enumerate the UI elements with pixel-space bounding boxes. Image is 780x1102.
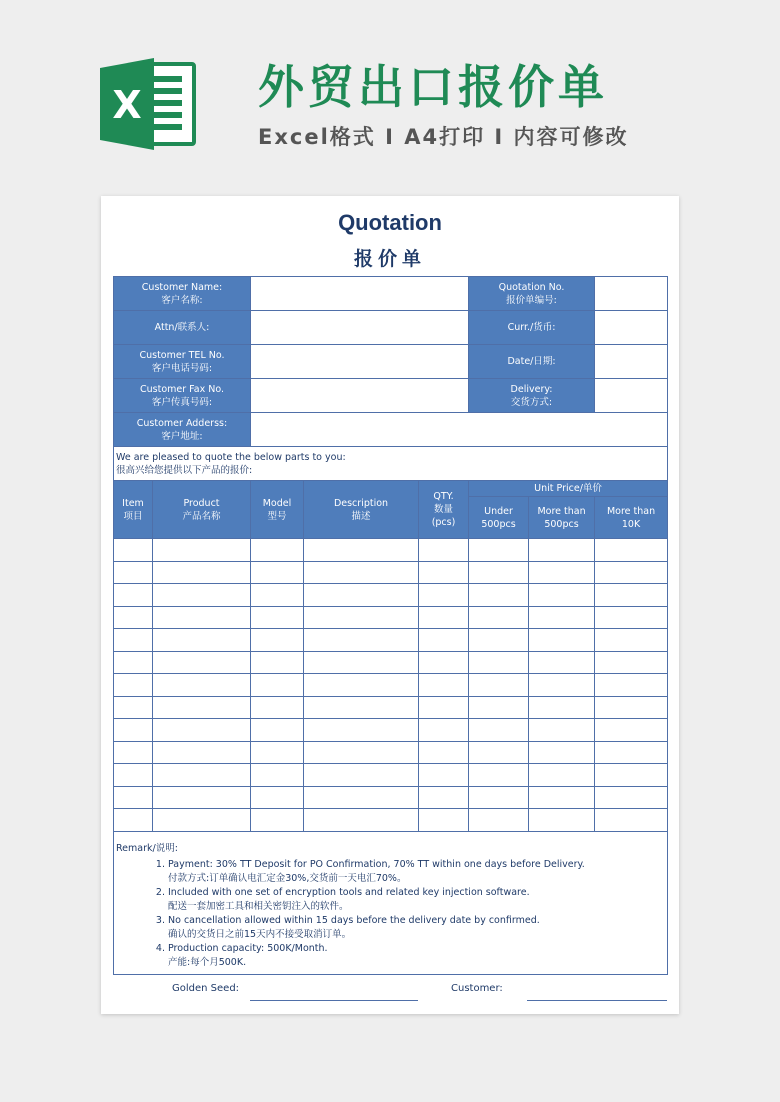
table-cell[interactable] (114, 561, 153, 584)
table-cell[interactable] (251, 764, 304, 787)
remarks-row (114, 831, 668, 974)
quotation-no-field[interactable] (595, 277, 668, 311)
table-cell[interactable] (251, 561, 304, 584)
table-cell[interactable] (529, 719, 595, 742)
table-cell[interactable] (469, 809, 529, 832)
table-cell[interactable] (114, 764, 153, 787)
table-row (114, 584, 668, 607)
table-cell[interactable] (304, 764, 419, 787)
table-cell[interactable] (595, 629, 668, 652)
remark-item: 4. Production capacity: 500K/Month. 产能:每个月500K. (168, 942, 667, 970)
table-cell[interactable] (153, 786, 251, 809)
table-cell[interactable] (153, 539, 251, 562)
quotation-sheet (101, 196, 679, 1014)
table-row (114, 606, 668, 629)
table-cell[interactable] (114, 584, 153, 607)
table-row (114, 629, 668, 652)
table-cell[interactable] (153, 719, 251, 742)
remarks-list (116, 858, 667, 970)
golden-seed-signature-label: Golden Seed: (172, 983, 240, 994)
table-cell[interactable] (529, 696, 595, 719)
table-row (114, 809, 668, 832)
table-row (114, 651, 668, 674)
table-cell[interactable] (469, 741, 529, 764)
table-cell[interactable] (304, 719, 419, 742)
table-cell[interactable] (114, 809, 153, 832)
tel-field[interactable] (251, 345, 469, 379)
table-row (114, 561, 668, 584)
table-cell[interactable] (251, 719, 304, 742)
customer-name-label: Customer Name: 客户名称: (114, 277, 251, 311)
table-cell[interactable] (153, 584, 251, 607)
table-cell[interactable] (529, 651, 595, 674)
table-cell[interactable] (419, 539, 469, 562)
excel-logo-icon (100, 58, 198, 150)
table-cell[interactable] (114, 719, 153, 742)
table-cell[interactable] (153, 651, 251, 674)
fax-label: Customer Fax No. 客户传真号码: (114, 379, 251, 413)
table-cell[interactable] (304, 606, 419, 629)
table-cell[interactable] (419, 719, 469, 742)
table-cell[interactable] (595, 696, 668, 719)
remark-item: 1. Payment: 30% TT Deposit for PO Confirmation, 70% TT within one days before Delivery. 付款方式:订单确认电汇定金30%,交货前一天电汇70%。 (168, 858, 667, 886)
table-cell[interactable] (419, 741, 469, 764)
table-cell[interactable] (595, 539, 668, 562)
attn-field[interactable] (251, 311, 469, 345)
delivery-label: Delivery: 交货方式: (469, 379, 595, 413)
remarks-block (114, 831, 668, 974)
date-label: Date/日期: (469, 345, 595, 379)
table-cell[interactable] (469, 584, 529, 607)
table-cell[interactable] (529, 764, 595, 787)
table-cell[interactable] (595, 561, 668, 584)
table-cell[interactable] (251, 651, 304, 674)
intro-row (114, 447, 668, 481)
table-row (114, 741, 668, 764)
table-cell[interactable] (153, 629, 251, 652)
quotation-table (113, 276, 668, 975)
table-cell[interactable] (595, 764, 668, 787)
table-cell[interactable] (419, 629, 469, 652)
col-model-header: Model 型号 (251, 481, 304, 539)
info-row (114, 311, 668, 345)
table-cell[interactable] (595, 741, 668, 764)
table-cell[interactable] (469, 764, 529, 787)
table-cell[interactable] (529, 809, 595, 832)
col-item-header: Item 项目 (114, 481, 153, 539)
banner (0, 0, 780, 190)
table-cell[interactable] (419, 674, 469, 697)
table-cell[interactable] (469, 629, 529, 652)
info-row (114, 379, 668, 413)
table-cell[interactable] (114, 629, 153, 652)
info-row (114, 345, 668, 379)
info-row (114, 413, 668, 447)
table-cell[interactable] (469, 786, 529, 809)
address-field[interactable] (251, 413, 668, 447)
table-cell[interactable] (251, 539, 304, 562)
table-cell[interactable] (114, 696, 153, 719)
golden-seed-signature-line[interactable] (250, 1000, 418, 1001)
table-row (114, 539, 668, 562)
col-qty-header: QTY. 数量 (pcs) (419, 481, 469, 539)
table-cell[interactable] (251, 741, 304, 764)
col-description-header: Description 描述 (304, 481, 419, 539)
table-cell[interactable] (469, 696, 529, 719)
quotation-no-label: Quotation No. 报价单编号: (469, 277, 595, 311)
table-row (114, 719, 668, 742)
table-cell[interactable] (469, 561, 529, 584)
address-label: Customer Adderss: 客户地址: (114, 413, 251, 447)
table-cell[interactable] (304, 539, 419, 562)
info-row (114, 277, 668, 311)
date-field[interactable] (595, 345, 668, 379)
table-cell[interactable] (304, 786, 419, 809)
table-cell[interactable] (529, 584, 595, 607)
table-cell[interactable] (304, 741, 419, 764)
table-cell[interactable] (153, 696, 251, 719)
table-cell[interactable] (595, 719, 668, 742)
table-cell[interactable] (153, 674, 251, 697)
table-row (114, 786, 668, 809)
table-cell[interactable] (469, 674, 529, 697)
logo-letter: X (112, 83, 142, 127)
table-cell[interactable] (595, 674, 668, 697)
table-row (114, 696, 668, 719)
table-cell[interactable] (595, 584, 668, 607)
table-cell[interactable] (153, 764, 251, 787)
table-cell[interactable] (469, 606, 529, 629)
table-cell[interactable] (529, 539, 595, 562)
table-cell[interactable] (251, 674, 304, 697)
intro-text: We are pleased to quote the below parts to you: 很高兴给您提供以下产品的报价: (114, 447, 668, 481)
attn-label: Attn/联系人: (114, 311, 251, 345)
delivery-field[interactable] (595, 379, 668, 413)
table-cell[interactable] (251, 606, 304, 629)
table-cell[interactable] (469, 651, 529, 674)
table-cell[interactable] (419, 764, 469, 787)
table-cell[interactable] (114, 606, 153, 629)
table-cell[interactable] (153, 741, 251, 764)
banner-title: 外贸出口报价单 (258, 60, 608, 114)
tel-label: Customer TEL No. 客户电话号码: (114, 345, 251, 379)
col-unit-price-header: Unit Price/单价 (469, 481, 668, 497)
table-cell[interactable] (304, 674, 419, 697)
table-cell[interactable] (114, 786, 153, 809)
table-cell[interactable] (251, 629, 304, 652)
table-cell[interactable] (304, 561, 419, 584)
document-subtitle: 报价单 (353, 248, 426, 270)
table-cell[interactable] (304, 651, 419, 674)
table-cell[interactable] (529, 786, 595, 809)
document-title: Quotation (338, 210, 442, 235)
table-cell[interactable] (529, 606, 595, 629)
customer-name-field[interactable] (251, 277, 469, 311)
table-row (114, 764, 668, 787)
table-cell[interactable] (469, 719, 529, 742)
item-rows (114, 539, 668, 832)
table-cell[interactable] (114, 741, 153, 764)
table-cell[interactable] (304, 696, 419, 719)
table-cell[interactable] (419, 786, 469, 809)
table-cell[interactable] (469, 539, 529, 562)
table-cell[interactable] (251, 696, 304, 719)
customer-signature-label: Customer: (451, 983, 503, 994)
currency-field[interactable] (595, 311, 668, 345)
remarks-heading: Remark/说明: (116, 842, 178, 854)
table-cell[interactable] (419, 561, 469, 584)
table-cell[interactable] (251, 809, 304, 832)
item-header-row (114, 481, 668, 497)
table-cell[interactable] (529, 561, 595, 584)
table-cell[interactable] (304, 584, 419, 607)
table-cell[interactable] (595, 651, 668, 674)
table-cell[interactable] (304, 809, 419, 832)
table-cell[interactable] (595, 606, 668, 629)
table-cell[interactable] (304, 629, 419, 652)
table-cell[interactable] (251, 786, 304, 809)
table-row (114, 674, 668, 697)
table-cell[interactable] (419, 606, 469, 629)
customer-signature-line[interactable] (527, 1000, 667, 1001)
table-cell[interactable] (529, 629, 595, 652)
table-cell[interactable] (419, 696, 469, 719)
remark-item: 3. No cancellation allowed within 15 days before the delivery date by confirmed. 确认的交货日之前15天内不接受取消订单。 (168, 914, 667, 942)
table-cell[interactable] (595, 809, 668, 832)
table-cell[interactable] (529, 741, 595, 764)
col-more-500-header: More than 500pcs (529, 497, 595, 539)
table-cell[interactable] (153, 561, 251, 584)
col-product-header: Product 产品名称 (153, 481, 251, 539)
table-cell[interactable] (114, 539, 153, 562)
table-cell[interactable] (529, 674, 595, 697)
table-cell[interactable] (419, 651, 469, 674)
table-cell[interactable] (419, 584, 469, 607)
table-cell[interactable] (595, 786, 668, 809)
table-cell[interactable] (114, 674, 153, 697)
currency-label: Curr./货币: (469, 311, 595, 345)
table-cell[interactable] (153, 606, 251, 629)
table-cell[interactable] (153, 809, 251, 832)
table-cell[interactable] (251, 584, 304, 607)
remark-item: 2. Included with one set of encryption tools and related key injection software. 配送一套加密工具和相关密钥注入的软件。 (168, 886, 667, 914)
fax-field[interactable] (251, 379, 469, 413)
table-cell[interactable] (114, 651, 153, 674)
table-cell[interactable] (419, 809, 469, 832)
banner-subtitle: Excel格式 I A4打印 I 内容可修改 (258, 125, 629, 149)
col-more-10k-header: More than 10K (595, 497, 668, 539)
col-under-500-header: Under 500pcs (469, 497, 529, 539)
